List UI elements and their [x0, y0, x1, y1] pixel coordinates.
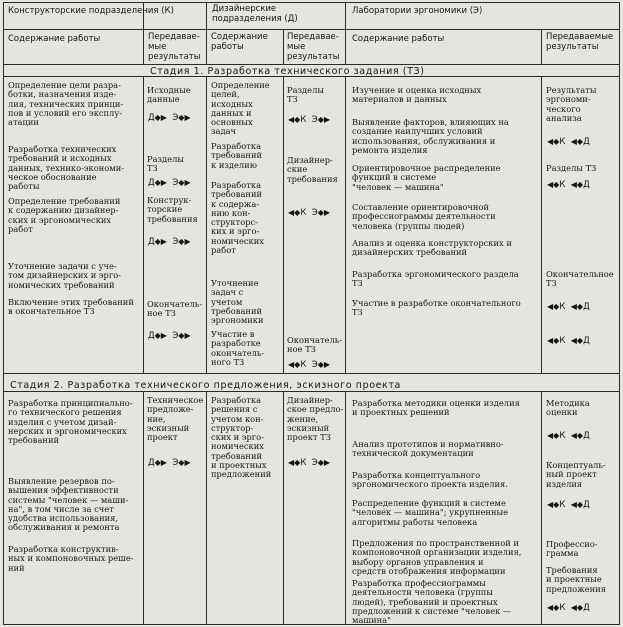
s1-d-result-2: Дизайнер- ские требования: [287, 155, 338, 184]
s2-e-result-3: Профессио- грамма: [546, 539, 598, 559]
table-border-right: [619, 2, 620, 624]
s1-k-work-2: Разработка технических требований и исходных данных, технико-экономи- ческое обоснование работы: [8, 144, 125, 192]
col-line-4a: [345, 2, 346, 64]
s1-k-arrows-1: Д◆▶ Э◆▶: [148, 113, 191, 123]
subheader-work-d: Содержание работы: [211, 32, 268, 52]
col-line-4b: [345, 76, 346, 373]
header-e: Лаборатории эргономики (Э): [352, 6, 483, 16]
col-line-5b: [541, 76, 542, 373]
s1-e-result-3: Окончательное ТЗ: [546, 269, 614, 289]
s2-e-arrows-1: ◀◆К ◀◆Д: [547, 431, 590, 441]
s2-e-result-2: Концептуаль- ный проект изделия: [546, 460, 606, 489]
s2-e-work-1: Разработка методики оценки изделия и проектных решений: [352, 398, 520, 418]
stage1-title: Стадия 1. Разработка технического задания (ТЗ): [150, 66, 425, 77]
header-d: Дизайнерские подразделения (Д): [212, 4, 298, 24]
table-border-top: [3, 2, 620, 3]
s1-k-work-5: Включение этих требований в окончательное ТЗ: [8, 297, 134, 317]
subheader-work-k: Содержание работы: [8, 34, 101, 44]
s1-e-result-1: Результаты эргономи- ческого анализа: [546, 85, 597, 123]
s1-e-arrows-1: ◀◆К ◀◆Д: [547, 137, 590, 147]
col-line-5c: [541, 391, 542, 624]
subheader-results-k: Передавае- мые результаты: [148, 32, 201, 62]
col-line-3a: [283, 29, 284, 64]
s1-d-arrows-3: ◀◆К Э◆▶: [288, 360, 331, 370]
col-line-2a: [206, 2, 207, 64]
s1-e-work-3: Ориентировочное распределение функций в системе "человек — машина": [352, 163, 501, 192]
stage2-title: Стадия 2. Разработка технического предложения, эскизного проекта: [10, 380, 401, 391]
s1-d-arrows-1: ◀◆К Э◆▶: [288, 115, 331, 125]
s1-d-work-3: Разработка требований к содержа- нию кон- структорс- ких и эрго- номических работ: [211, 180, 264, 256]
s2-e-arrows-2: ◀◆К ◀◆Д: [547, 500, 590, 510]
s2-e-result-4: Требования и проектные предложения: [546, 565, 606, 594]
s1-k-work-4: Уточнение задачи с уче- том дизайнерских и эрго- номических требований: [8, 261, 122, 290]
col-line-5a: [541, 29, 542, 64]
s2-e-work-2: Анализ прототипов и нормативно- технической документации: [352, 439, 504, 459]
stage2-top-divider: [3, 373, 620, 374]
subheader-results-e: Передаваемые результаты: [546, 32, 614, 52]
s1-k-result-3: Конструк- торские требования: [147, 195, 198, 224]
s2-e-result-1: Методика оценки: [546, 398, 590, 418]
s1-e-work-1: Изучение и оценка исходных материалов и данных: [352, 85, 482, 105]
header-k: Конструкторские подразделения (К): [8, 6, 174, 16]
subheader-work-e: Содержание работы: [352, 34, 445, 44]
s1-k-arrows-3: Д◆▶ Э◆▶: [148, 237, 191, 247]
s1-k-result-2: Разделы ТЗ: [147, 154, 184, 174]
s1-e-work-4: Составление ориентировочной профессиограммы деятельности человека (группы людей): [352, 202, 496, 231]
s2-e-arrows-3: ◀◆К ◀◆Д: [547, 603, 590, 613]
s2-k-result-1: Техническое предложе- ние, эскизный проект: [147, 395, 204, 443]
s2-k-work-1: Разработка принципиально- го технического решения изделия с учетом дизай- нерских и эргономических требований: [8, 398, 133, 446]
col-line-3c: [283, 391, 284, 624]
col-line-2b: [206, 76, 207, 373]
table-border-left: [3, 2, 4, 624]
s1-e-work-7: Участие в разработке окончательного ТЗ: [352, 298, 521, 318]
s1-e-work-6: Разработка эргономического раздела ТЗ: [352, 269, 519, 289]
s1-k-work-1: Определение цели разра- ботки, назначения изде- лия, технических принци- пов и условий его эксплу- атации: [8, 80, 124, 128]
s1-e-work-5: Анализ и оценка конструкторских и дизайнерских требований: [352, 238, 512, 258]
s1-k-result-4: Окончатель- ное ТЗ: [147, 299, 203, 319]
s2-e-work-6: Разработка профессиограммы деятельности человека (группы людей), требований и проектных предложений к системе "человек — машина": [352, 578, 512, 626]
subheader-divider: [3, 64, 620, 65]
header-divider: [3, 29, 620, 30]
s1-d-result-3: Окончатель- ное ТЗ: [287, 335, 343, 355]
s2-k-arrows-1: Д◆▶ Э◆▶: [148, 458, 191, 468]
s1-d-work-1: Определение целей, исходных данных и основных задач: [211, 80, 270, 137]
s2-d-arrows-1: ◀◆К Э◆▶: [288, 458, 331, 468]
s1-e-work-2: Выявление факторов, влияющих на создание наилучших условий использования, обслуживания и ремонта изделия: [352, 117, 509, 155]
s2-e-work-4: Распределение функций в системе "человек — машина"; укрупненные алгоритмы работы человека: [352, 498, 508, 527]
s2-e-work-3: Разработка концептуального эргономического проекта изделия.: [352, 470, 508, 490]
s1-e-result-2: Разделы ТЗ: [546, 163, 597, 173]
s1-d-work-5: Участие в разработке окончатель- ного ТЗ: [211, 329, 265, 367]
s1-e-arrows-4: ◀◆К ◀◆Д: [547, 336, 590, 346]
subheader-results-d: Передавае- мые результаты: [287, 32, 340, 62]
s1-d-work-2: Разработка требований к изделию: [211, 141, 263, 170]
stage2-divider: [3, 391, 620, 392]
s2-k-work-3: Разработка конструктив- ных и компоновочных реше- ний: [8, 544, 134, 573]
s2-d-work-1: Разработка решения с учетом кон- структор- ских и эрго- номических требований и проектных предложений: [211, 395, 272, 480]
s1-e-arrows-2: ◀◆К ◀◆Д: [547, 180, 590, 190]
s2-e-work-5: Предложения по пространственной и компоновочной организации изделия, выбору органов управления и средств отображения информации: [352, 538, 522, 576]
s1-e-arrows-3: ◀◆К ◀◆Д: [547, 302, 590, 312]
s1-d-result-1: Разделы ТЗ: [287, 85, 324, 105]
s1-k-work-3: Определение требований к содержанию дизайнер- ских и эргономических работ: [8, 196, 121, 234]
s1-d-work-4: Уточнение задач с учетом требований эргономики: [211, 278, 264, 326]
col-line-4c: [345, 391, 346, 624]
s1-d-arrows-2: ◀◆К Э◆▶: [288, 208, 331, 218]
s1-k-arrows-2: Д◆▶ Э◆▶: [148, 178, 191, 188]
s1-k-arrows-4: Д◆▶ Э◆▶: [148, 331, 191, 341]
s2-d-result-1: Дизайнер- ское предло- жение, эскизный проект ТЗ: [287, 395, 344, 443]
s2-k-work-2: Выявление резервов по- вышения эффективности системы "человек — маши- на", в том числе за счет удобства использования, обслуживания и ремонта: [8, 476, 129, 533]
col-line-3b: [283, 76, 284, 373]
col-line-1b: [143, 76, 144, 373]
s1-k-result-1: Исходные данные: [147, 85, 191, 105]
col-line-2c: [206, 391, 207, 624]
col-line-1c: [143, 391, 144, 624]
table-border-bottom: [3, 624, 620, 625]
